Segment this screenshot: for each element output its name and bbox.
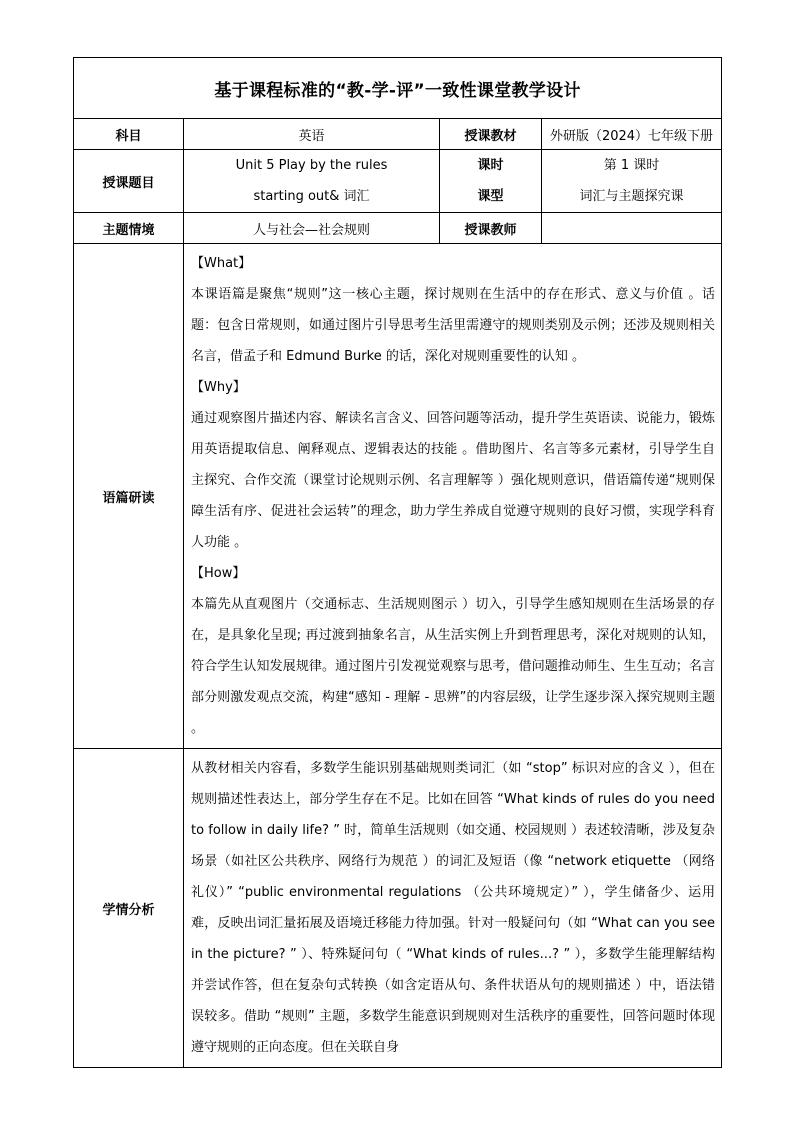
subject-label: 科目 bbox=[74, 119, 184, 150]
type-value: 词汇与主题探究课 bbox=[579, 189, 684, 204]
subject-value: 英语 bbox=[184, 119, 440, 150]
topic-line-1: Unit 5 Play by the rules bbox=[235, 158, 388, 173]
type-label: 课型 bbox=[477, 189, 504, 204]
what-text: 本课语篇是聚焦“规则”这一核心主题，探讨规则在生活中的存在形式、意义与价值 。话题：包含日常规则，如通过图片引导思考生活里需遵守的规则类别及示例；还涉及规则相关名言，借孟子和 Edmund Burke 的话，深化对规则重要性的认知 。 bbox=[191, 287, 716, 364]
period-value: 第 1 课时 bbox=[603, 158, 660, 173]
topic-line-2: starting out& 词汇 bbox=[253, 189, 370, 204]
teacher-value bbox=[542, 213, 722, 244]
textbook-label: 授课教材 bbox=[440, 119, 542, 150]
period-type-values bbox=[542, 150, 722, 213]
text-study-label: 语篇研读 bbox=[74, 244, 184, 749]
page-title: 基于课程标准的“教-学-评”一致性课堂教学设计 bbox=[74, 58, 722, 119]
how-text: 本篇先从直观图片（交通标志、生活规则图示 ）切入，引导学生感知规则在生活场景的存在，是具象化呈现; 再过渡到抽象名言，从生活实例上升到哲理思考，深化对规则的认知，符合学生认知发展规律。通过图片引发视觉观察与思考，借问题推动师生、生生互动；名言部分则激发观点交流，构建“感知 - 理解 - 思辨”的内容层级，让学生逐步深入探究规则主题 。 bbox=[191, 597, 716, 736]
period-type-labels bbox=[440, 150, 542, 213]
learner-analysis-text: 从教材相关内容看，多数学生能识别基础规则类词汇（如 “stop” 标识对应的含义 ），但在规则描述性表达上，部分学生存在不足。比如在回答 “What kinds of rules do you need to follow in daily life? ” 时，简单生活规则（如交通、校园规则 ）表述较清晰，涉及复杂场景（如社区公共秩序、网络行为规范 ）的词汇及短语（像 “network etiquette （网络礼仪）” “public environmental regulations （公共环境规定）” ），学生储备少、运用难，反映出词汇量拓展及语境迁移能力待加强。针对一般疑问句（如 “What can you see in the picture? ” ）、特殊疑问句（ “What kinds of rules...? ” ），多数学生能理解结构并尝试作答，但在复杂句式转换（如含定语从句、条件状语从句的规则描述 ）中，语法错误较多。借助 “规则” 主题，多数学生能意识到规则对生活秩序的重要性，回答问题时体现遵守规则的正向态度。但在关联自身 bbox=[191, 761, 716, 1055]
how-heading: 【How】 bbox=[191, 566, 246, 581]
textbook-value: 外研版（2024）七年级下册 bbox=[542, 119, 722, 150]
why-heading: 【Why】 bbox=[191, 380, 246, 395]
why-text: 通过观察图片描述内容、解读名言含义、回答问题等活动，提升学生英语读、说能力，锻炼用英语提取信息、阐释观点、逻辑表达的技能 。借助图片、名言等多元素材，引导学生自主探究、合作交流（课堂讨论规则示例、名言理解等 ）强化规则意识，借语篇传递“规则保障生活有序、促进社会运转”的理念，助力学生养成自觉遵守规则的良好习惯，实现学科育人功能 。 bbox=[191, 411, 716, 550]
what-heading: 【What】 bbox=[191, 256, 252, 271]
lesson-plan-table bbox=[73, 57, 722, 1068]
learner-analysis-label: 学情分析 bbox=[74, 749, 184, 1068]
text-study-content bbox=[184, 244, 722, 749]
learner-analysis-content bbox=[184, 749, 722, 1068]
topic-label: 授课题目 bbox=[74, 150, 184, 213]
theme-value: 人与社会—社会规则 bbox=[184, 213, 440, 244]
period-label: 课时 bbox=[477, 158, 504, 173]
teacher-label: 授课教师 bbox=[440, 213, 542, 244]
theme-label: 主题情境 bbox=[74, 213, 184, 244]
topic-value bbox=[184, 150, 440, 213]
